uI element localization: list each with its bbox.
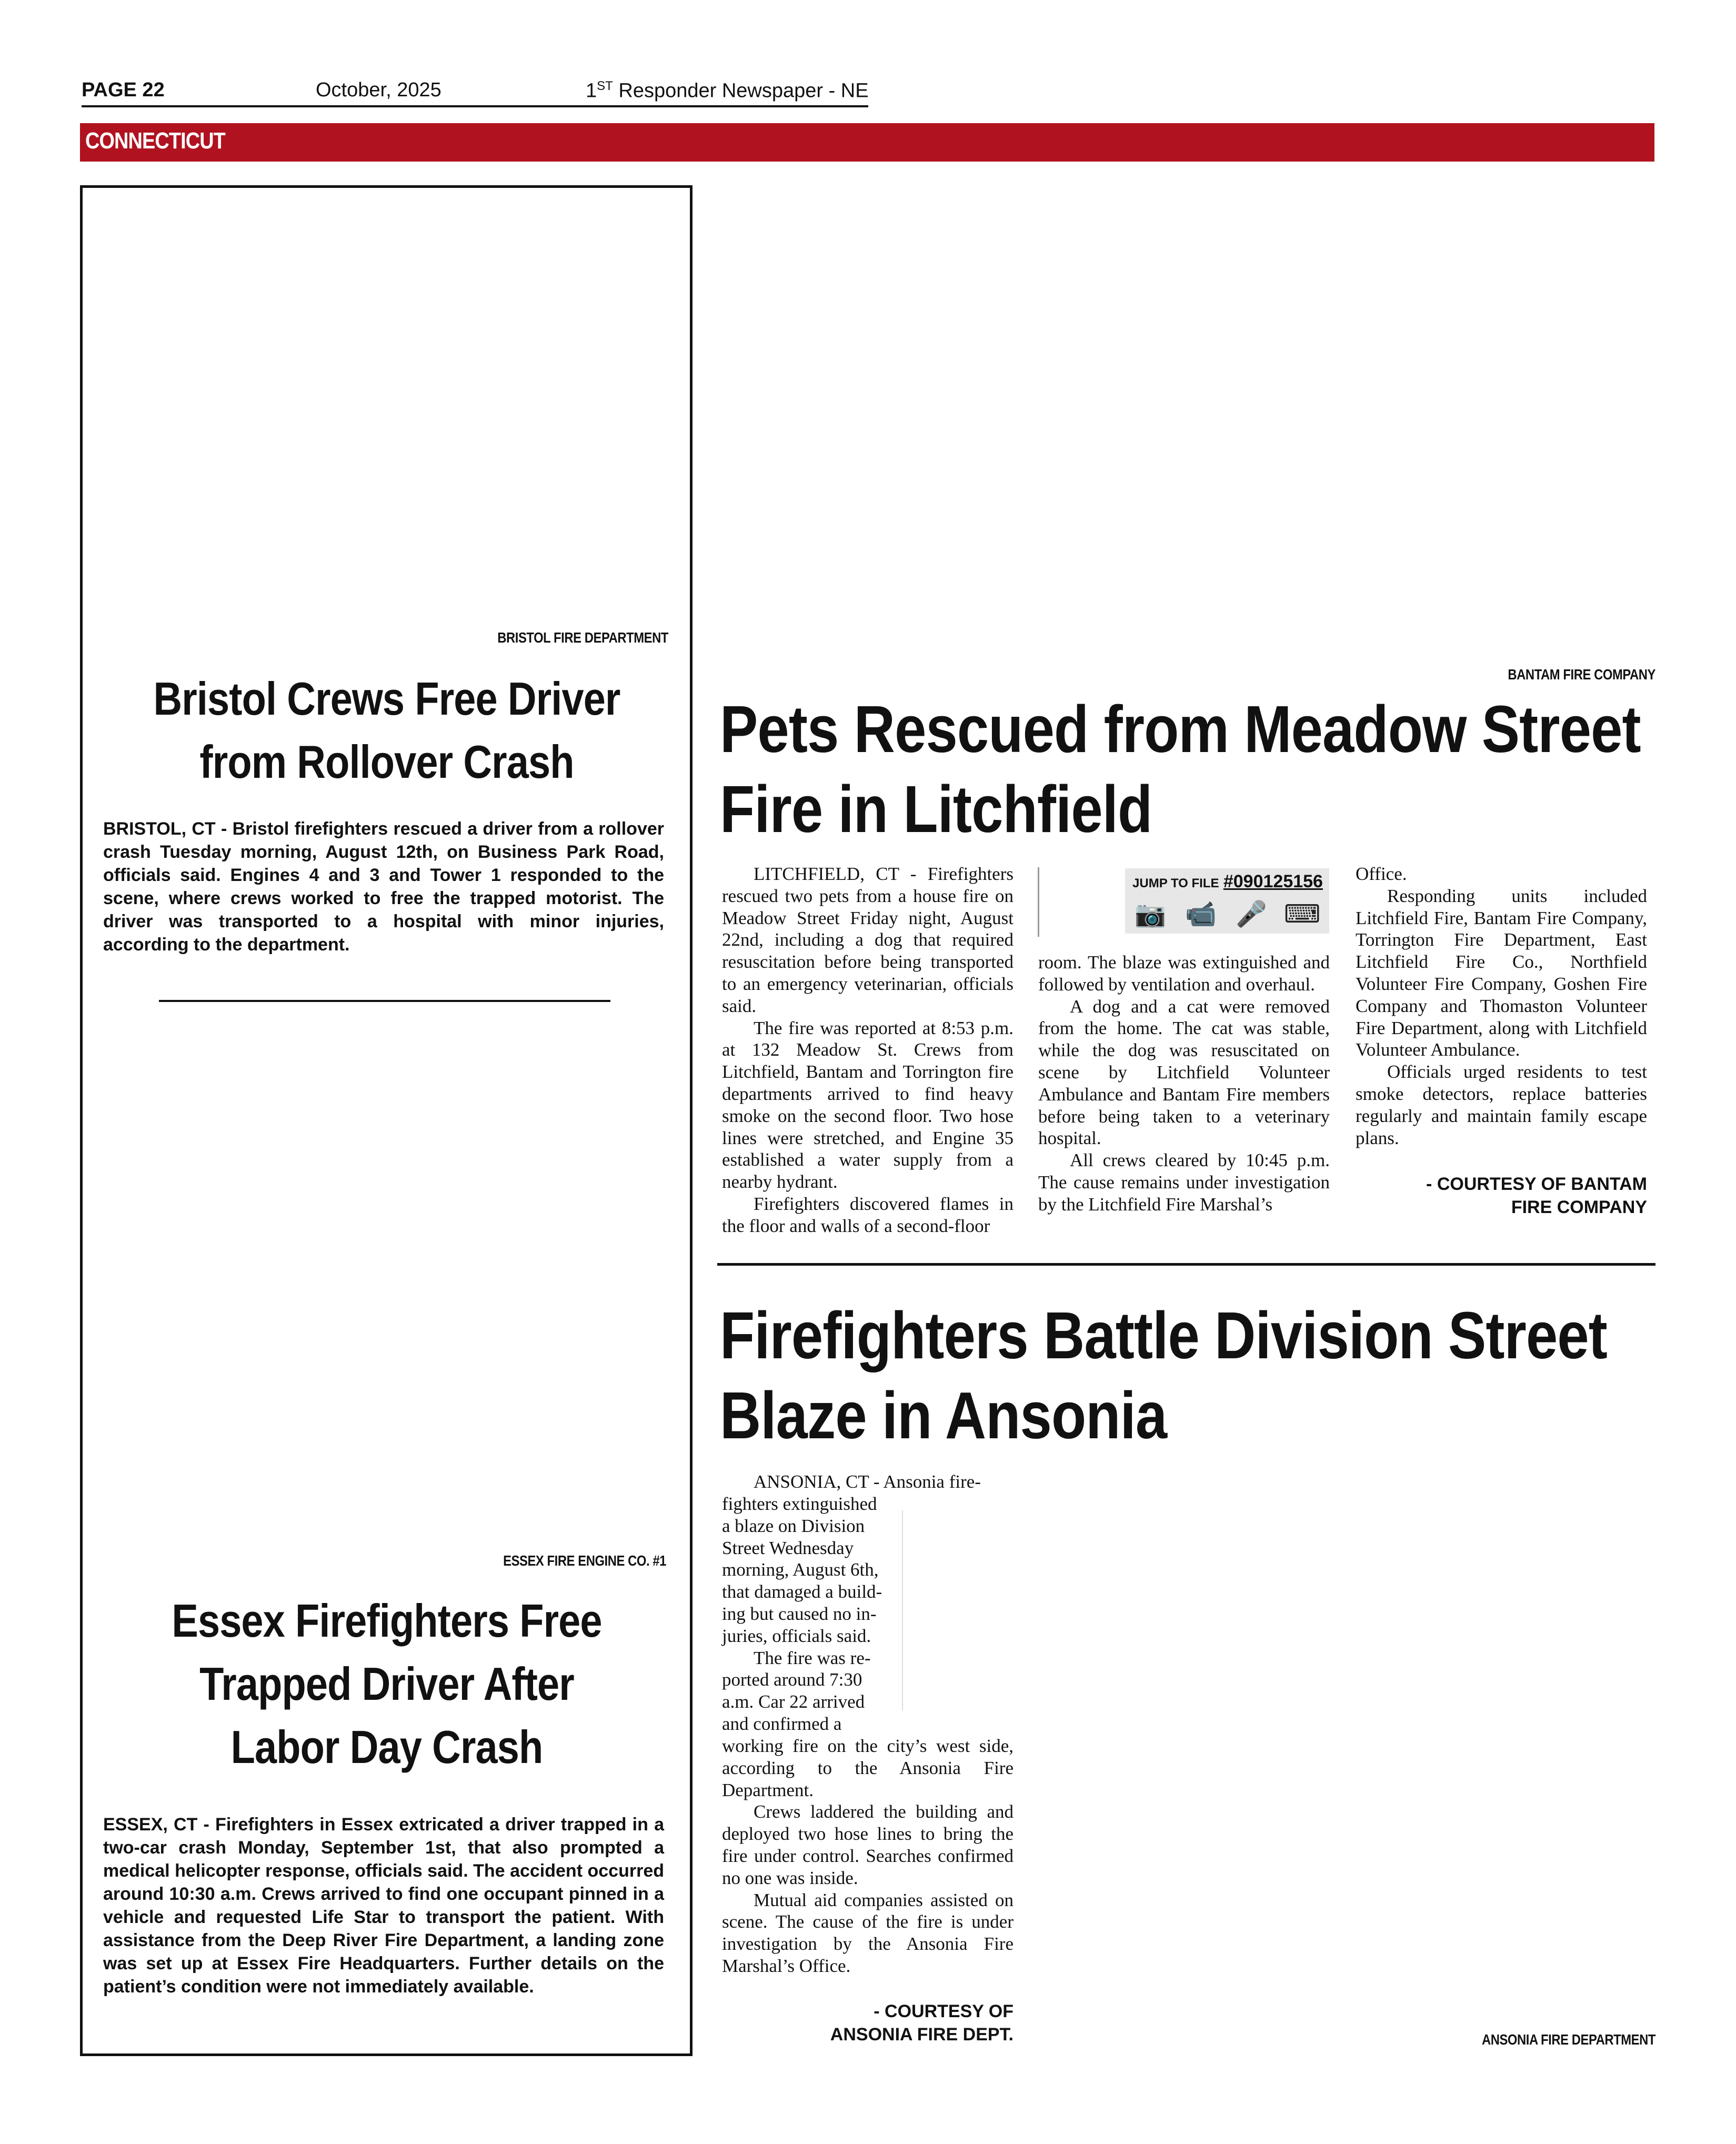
jump-to-file-number[interactable]: #090125156 <box>1223 871 1323 891</box>
article-separator <box>717 1263 1655 1266</box>
camera-icon: 📷 <box>1135 900 1166 928</box>
essex-body: ESSEX, CT - Firefighters in Essex extricated a driver trapped in a two-car crash Monday, September 1st, that also prompted a medical helicopter response, officials said. The accident occurred around 10:30 a.m. Crews arrived to find one occupant pinned in a vehicle and requested Life Star to transport the patient. With assistance from the Deep River Fire Department, a landing zone was set up at Essex Fire Headquarters. Further details on the patient’s condition were not immediately available. <box>103 1815 664 1997</box>
column-divider <box>159 1000 610 1002</box>
litchfield-courtesy: - COURTESY OF BANTAM FIRE COMPANY <box>1426 1174 1647 1217</box>
microphone-icon: 🎤 <box>1236 900 1267 928</box>
ansonia-headline: Firefighters Battle Division Street Blaze in Ansonia <box>720 1298 1607 1452</box>
header-rule <box>82 105 868 107</box>
jump-to-file-label[interactable]: JUMP TO FILE #090125156 <box>1132 871 1323 891</box>
litchfield-column-2: room. The blaze was extinguished and followed by ventilation and overhaul. A dog and a cat were removed from the home. The cat was stable, while the dog was resuscitated on scene by Litchfield Volunteer Ambulance and Bantam Fire members before being taken to a veterinary hospital. All crews cleared by 10:45 p.m. The cause remains under investigation by the Litchfield Fire Marshal’s <box>1038 952 1330 1215</box>
section-bar <box>80 123 1654 162</box>
bristol-headline: Bristol Crews Free Driver from Rollover Crash <box>153 673 620 788</box>
ansonia-photo-credit: ANSONIA FIRE DEPARTMENT <box>1481 2031 1655 2048</box>
ansonia-body: working fire on the city’s west side, according to the Ansonia Fire Department. Crews laddered the building and deployed two hose lines to bring the fire under control. Searches confirmed no one was inside. Mutual aid companies assisted on scene. The cause of the fire is under investigation by the Ansonia Fire Marshal’s Office. <box>722 1736 1013 1976</box>
ansonia-courtesy: - COURTESY OF ANSONIA FIRE DEPT. <box>830 2001 1013 2045</box>
litchfield-headline: Pets Rescued from Meadow Street Fire in Litchfield <box>720 692 1641 846</box>
paper-name: 1ST Responder Newspaper - NE <box>586 79 869 102</box>
ansonia-lead: ANSONIA, CT - Ansonia fire- <box>754 1471 981 1492</box>
section-title: CONNECTICUT <box>85 128 225 154</box>
essex-photo-credit: ESSEX FIRE ENGINE CO. #1 <box>503 1552 666 1569</box>
litchfield-photo-credit: BANTAM FIRE COMPANY <box>1508 666 1655 683</box>
litchfield-column-3: Office. Responding units included Litchfield Fire, Bantam Fire Company, Torrington Fire Department, East Litchfield Fire Co., Northfield Volunteer Fire Company, Goshen Fire Company and Thomaston Volunteer Fire Department, along with Litchfield Volunteer Ambulance. Officials urged residents to test smoke detectors, replace batteries regularly and maintain family escape plans. <box>1356 864 1647 1148</box>
page-number: PAGE 22 <box>82 79 165 101</box>
bristol-body: BRISTOL, CT - Bristol firefighters rescued a driver from a rollover crash Tuesday morning, August 12th, on Business Park Road, officials said. Engines 4 and 3 and Tower 1 responded to the scene, where crews worked to free the trapped motorist. The driver was transported to a hospital with minor injuries, according to the department. <box>103 819 664 955</box>
typewriter-icon: ⌨ <box>1284 900 1321 928</box>
inset-rule <box>902 1510 903 1710</box>
video-camera-icon: 📹 <box>1185 900 1217 928</box>
jump-box-rule <box>1038 867 1039 937</box>
issue-date: October, 2025 <box>316 79 441 101</box>
litchfield-column-1: LITCHFIELD, CT - Firefighters rescued two pets from a house fire on Meadow Street Friday night, August 22nd, including a dog that required resuscitation before being transported to an emergency veterinarian, officials said. The fire was reported at 8:53 p.m. at 132 Meadow St. Crews from Litchfield, Bantam and Torrington fire departments arrived to find heavy smoke on the second floor. Two hose lines were stretched, and Engine 35 established a water supply from a nearby hydrant. Firefighters discovered flames in the floor and walls of a second-floor <box>722 864 1013 1236</box>
essex-headline: Essex Firefighters Free Trapped Driver After Labor Day Crash <box>172 1595 602 1773</box>
ansonia-narrow-column: fighters extinguished a blaze on Division Street Wednesday morning, August 6th, that damaged a build- ing but caused no in- juries, officials said. The fire was re- ported around 7:30 a.m. Car 22 arrived and confirmed a <box>722 1494 882 1734</box>
bristol-photo-credit: BRISTOL FIRE DEPARTMENT <box>497 629 668 646</box>
